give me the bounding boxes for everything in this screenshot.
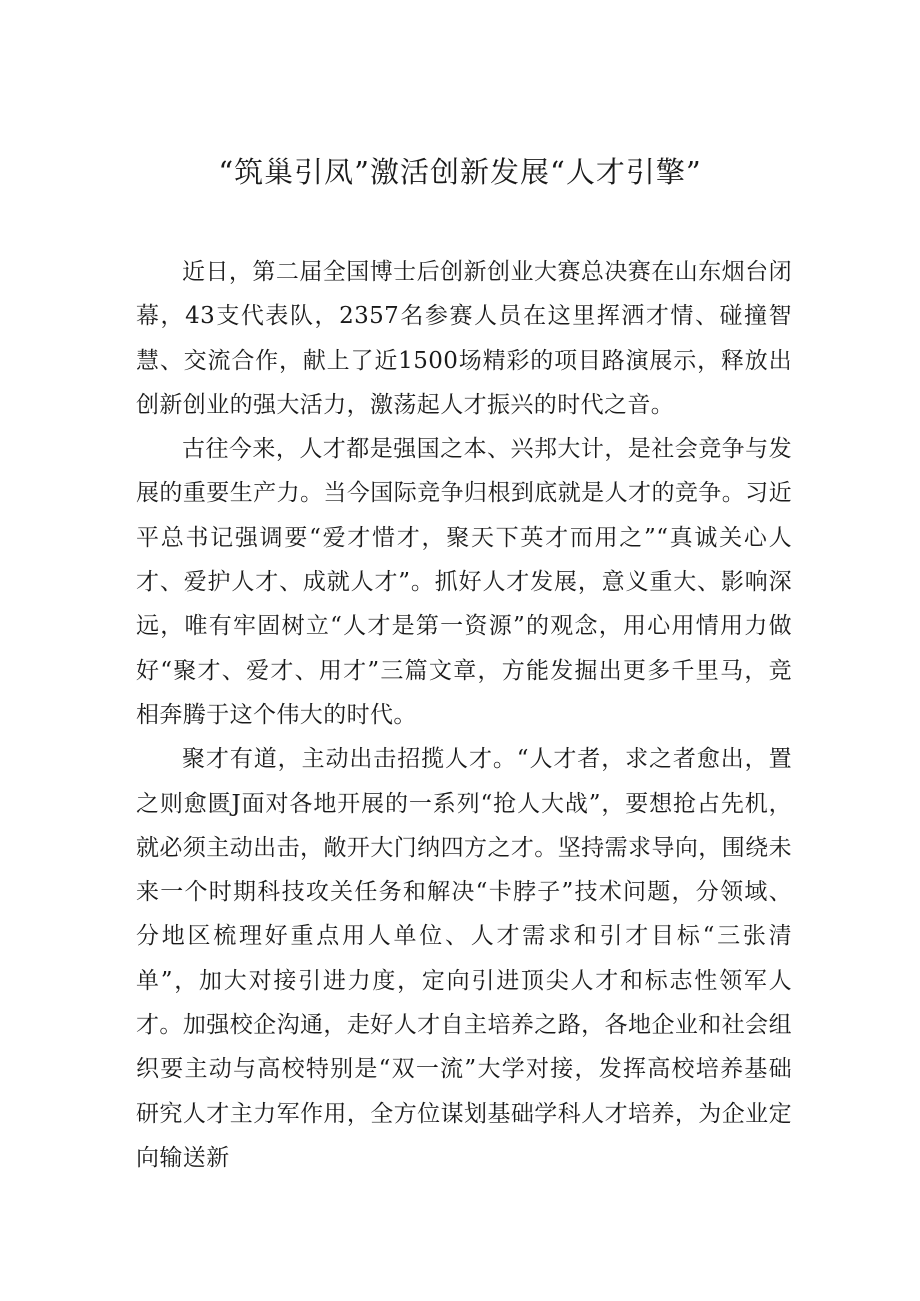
document-body (136, 250, 792, 1180)
paragraph-3: 聚才有道，主动出击招揽人才。“人才者，求之者愈出，置之则愈匮J面对各地开展的一系列“抢人大战”，要想抢占先机，就必须主动出击，敞开大门纳四方之才。坚持需求导向，围绕未来一个时期科技攻关任务和解决“卡脖子”技术问题，分领域、分地区梳理好重点用人单位、人才需求和引才目标“三张清单”，加大对接引进力度，定向引进顶尖人才和标志性领军人才。加强校企沟通，走好人才自主培养之路，各地企业和社会组织要主动与高校特别是“双一流”大学对接，发挥高校培养基础研究人才主力军作用，全方位谋划基础学科人才培养，为企业定向输送新 (136, 746, 792, 1171)
paragraph-2: 古往今来，人才都是强国之本、兴邦大计，是社会竞争与发展的重要生产力。当今国际竞争归根到底就是人才的竞争。习近平总书记强调要“爱才惜才，聚天下英才而用之”“真诚关心人才、爱护人才、成就人才”。抓好人才发展，意义重大、影响深远，唯有牢固树立“人才是第一资源”的观念，用心用情用力做好“聚才、爱才、用才”三篇文章，方能发掘出更多千里马，竞相奔腾于这个伟大的时代。 (136, 436, 792, 728)
paragraph-1: 近日，第二届全国博士后创新创业大赛总决赛在山东烟台闭幕，43支代表队，2357名参赛人员在这里挥洒才情、碰撞智慧、交流合作，献上了近1500场精彩的项目路演展示，释放出创新创业的强大活力，激荡起人才振兴的时代之音。 (136, 259, 792, 418)
document-title: “筑巢引凤”激活创新发展“人才引擎” (218, 155, 702, 189)
